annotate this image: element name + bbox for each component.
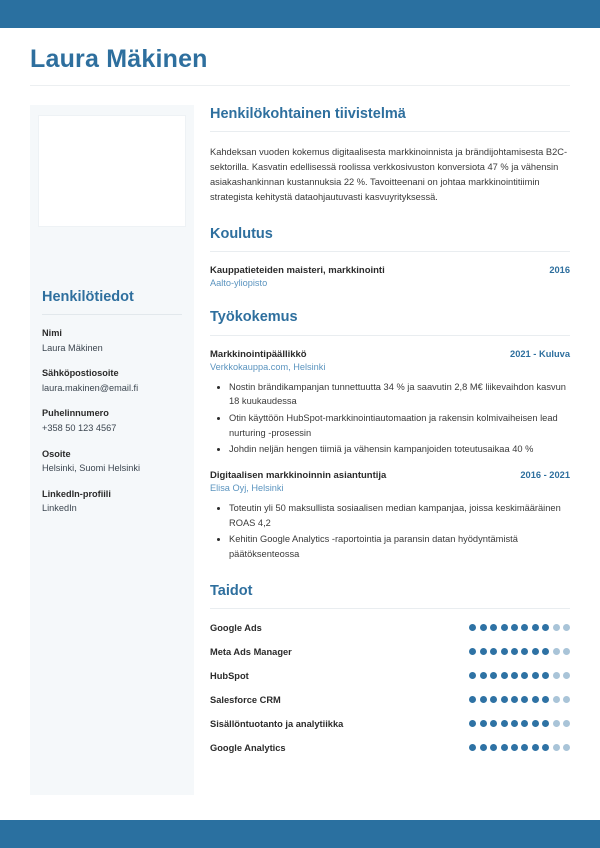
skill-row: [210, 743, 570, 753]
rating-dot-filled: [542, 648, 549, 655]
entry-title: Digitaalisen markkinoinnin asiantuntija: [210, 470, 387, 481]
skill-name: Google Ads: [210, 622, 262, 633]
main-column: [210, 105, 570, 773]
section-heading-education: Koulutus: [210, 226, 273, 243]
rating-dot-empty: [553, 648, 560, 655]
entry-date: 2016 - 2021: [520, 470, 570, 480]
skill-list: [210, 623, 570, 753]
skill-name: Google Analytics: [210, 742, 286, 753]
rating-dot-filled: [490, 624, 497, 631]
entry-bullet-list: [210, 501, 570, 562]
entry-bullet: • Otin käyttöön HubSpot-markkinointiautomaation ja rakensin kolmivaiheisen lead nurturing -prosessin: [229, 411, 570, 440]
rating-dot-filled: [501, 720, 508, 727]
rating-dot-filled: [501, 672, 508, 679]
bottom-accent-bar: [0, 820, 600, 848]
section-heading-summary: Henkilökohtainen tiivistelmä: [210, 106, 406, 122]
page-title: Laura Mäkinen: [30, 45, 208, 73]
rating-dot-filled: [480, 720, 487, 727]
section-divider: [210, 251, 570, 252]
rating-dot-filled: [532, 624, 539, 631]
field-label: Sähköpostiosoite: [42, 368, 119, 379]
rating-dot-filled: [480, 696, 487, 703]
personal-detail-field: [42, 448, 182, 476]
personal-detail-field: [42, 327, 182, 355]
skill-row: [210, 671, 570, 681]
rating-dot-filled: [511, 648, 518, 655]
section-education: [210, 225, 570, 288]
rating-dot-filled: [521, 624, 528, 631]
rating-dot-filled: [480, 648, 487, 655]
section-experience: [210, 308, 570, 561]
rating-dot-filled: [511, 744, 518, 751]
summary-text: Kahdeksan vuoden kokemus digitaalisesta markkinoinnista ja brändijohtamisesta B2C-sektorilla. Kasvatin edellisessä roolissa verkkosivuston konversiota 47 % ja vähensin asiakashankinnan kustannuksia 22 %. Tavoitteenani on johtaa markkinointitiimin strategista kehitystä dataohjautuvasti kasvuyrityksessä.: [210, 147, 568, 203]
skill-row: [210, 719, 570, 729]
rating-dot-empty: [563, 720, 570, 727]
personal-detail-field: [42, 488, 182, 516]
rating-dot-empty: [553, 720, 560, 727]
skill-rating-dots: [469, 648, 570, 655]
rating-dot-filled: [521, 720, 528, 727]
rating-dot-empty: [553, 744, 560, 751]
skill-rating-dots: [469, 696, 570, 703]
rating-dot-empty: [563, 696, 570, 703]
rating-dot-empty: [563, 672, 570, 679]
entry-title: Markkinointipäällikkö: [210, 348, 307, 360]
rating-dot-filled: [511, 696, 518, 703]
rating-dot-filled: [490, 744, 497, 751]
field-value: Laura Mäkinen: [42, 343, 103, 354]
rating-dot-filled: [511, 720, 518, 727]
name-divider: [30, 85, 570, 86]
rating-dot-filled: [469, 696, 476, 703]
section-divider: [210, 131, 570, 132]
rating-dot-filled: [542, 624, 549, 631]
rating-dot-empty: [563, 744, 570, 751]
sidebar-heading-personal-details: Henkilötiedot: [42, 289, 134, 305]
skill-name: Meta Ads Manager: [210, 646, 292, 657]
skill-name: Salesforce CRM: [210, 694, 281, 705]
field-label: Puhelinnumero: [42, 408, 109, 419]
entry-header-row: [210, 265, 570, 276]
rating-dot-filled: [490, 648, 497, 655]
rating-dot-filled: [532, 744, 539, 751]
section-divider: [210, 335, 570, 336]
rating-dot-filled: [469, 672, 476, 679]
education-entry-list: [210, 265, 570, 288]
skill-name: HubSpot: [210, 670, 249, 681]
rating-dot-filled: [480, 672, 487, 679]
field-value: Helsinki, Suomi Helsinki: [42, 463, 141, 474]
field-value: laura.makinen@email.fi: [42, 383, 139, 394]
personal-detail-field: [42, 407, 182, 435]
entry: [210, 349, 570, 457]
rating-dot-empty: [563, 648, 570, 655]
sidebar-heading-divider: [42, 314, 182, 315]
personal-details-list: [42, 327, 182, 515]
entry-date: 2016: [549, 265, 570, 276]
rating-dot-filled: [490, 720, 497, 727]
rating-dot-filled: [532, 696, 539, 703]
entry-bullet: • Toteutin yli 50 maksullista sosiaalisen median kampanjaa, joissa keskimääräinen ROAS 4,2: [229, 501, 570, 530]
rating-dot-filled: [542, 696, 549, 703]
rating-dot-filled: [501, 648, 508, 655]
name-block: [30, 46, 570, 86]
rating-dot-filled: [501, 744, 508, 751]
rating-dot-filled: [490, 672, 497, 679]
section-divider: [210, 608, 570, 609]
rating-dot-filled: [501, 624, 508, 631]
rating-dot-filled: [532, 720, 539, 727]
field-label: Osoite: [42, 448, 71, 459]
rating-dot-filled: [490, 696, 497, 703]
rating-dot-filled: [480, 744, 487, 751]
rating-dot-filled: [469, 624, 476, 631]
experience-entry-list: [210, 349, 570, 562]
section-heading-skills: Taidot: [210, 582, 253, 599]
skill-rating-dots: [469, 624, 570, 631]
entry-title: Kauppatieteiden maisteri, markkinointi: [210, 265, 385, 277]
skill-rating-dots: [469, 720, 570, 727]
rating-dot-filled: [532, 648, 539, 655]
rating-dot-filled: [511, 624, 518, 631]
rating-dot-empty: [553, 624, 560, 631]
rating-dot-empty: [553, 672, 560, 679]
rating-dot-filled: [521, 744, 528, 751]
section-skills: [210, 582, 570, 753]
rating-dot-filled: [542, 672, 549, 679]
rating-dot-filled: [469, 744, 476, 751]
entry: [210, 265, 570, 288]
entry-bullet-list: [210, 380, 570, 457]
entry-bullet: • Johdin neljän hengen tiimiä ja vähensin kampanjoiden toteutusaikaa 40 %: [229, 442, 570, 457]
rating-dot-filled: [542, 720, 549, 727]
profile-photo-placeholder: [38, 115, 186, 227]
section-summary: [210, 105, 570, 205]
rating-dot-filled: [521, 672, 528, 679]
personal-detail-field: [42, 367, 182, 395]
entry-header-row: [210, 349, 570, 360]
rating-dot-filled: [469, 648, 476, 655]
entry-subtitle: Aalto-yliopisto: [210, 278, 268, 289]
entry-bullet: • Nostin brändikampanjan tunnettuutta 34 % ja saavutin 2,8 M€ liikevaihdon kasvun 18 kuukaudessa: [229, 380, 570, 409]
skill-name: Sisällöntuotanto ja analytiikka: [210, 718, 344, 729]
entry-bullet: • Kehitin Google Analytics -raportointia ja paransin datan hyödyntämistä päätöksenteossa: [229, 532, 570, 561]
rating-dot-empty: [553, 696, 560, 703]
skill-rating-dots: [469, 672, 570, 679]
entry-date: 2021 - Kuluva: [510, 348, 570, 359]
sidebar-content: [30, 289, 194, 546]
sidebar: [30, 105, 194, 795]
field-value: LinkedIn: [42, 503, 77, 514]
entry: [210, 470, 570, 562]
skill-row: [210, 647, 570, 657]
rating-dot-filled: [511, 672, 518, 679]
field-value: +358 50 123 4567: [42, 423, 117, 434]
rating-dot-filled: [469, 720, 476, 727]
rating-dot-filled: [480, 624, 487, 631]
field-label: Nimi: [42, 328, 62, 339]
rating-dot-filled: [521, 648, 528, 655]
top-accent-bar: [0, 0, 600, 28]
rating-dot-empty: [563, 624, 570, 631]
section-heading-experience: Työkokemus: [210, 309, 298, 326]
entry-header-row: [210, 470, 570, 481]
rating-dot-filled: [501, 696, 508, 703]
skill-row: [210, 695, 570, 705]
rating-dot-filled: [521, 696, 528, 703]
rating-dot-filled: [532, 672, 539, 679]
skill-rating-dots: [469, 744, 570, 751]
field-label: LinkedIn-profiili: [42, 488, 111, 499]
rating-dot-filled: [542, 744, 549, 751]
entry-subtitle: Verkkokauppa.com, Helsinki: [210, 361, 326, 372]
entry-subtitle: Elisa Oyj, Helsinki: [210, 483, 284, 493]
skill-row: [210, 623, 570, 633]
